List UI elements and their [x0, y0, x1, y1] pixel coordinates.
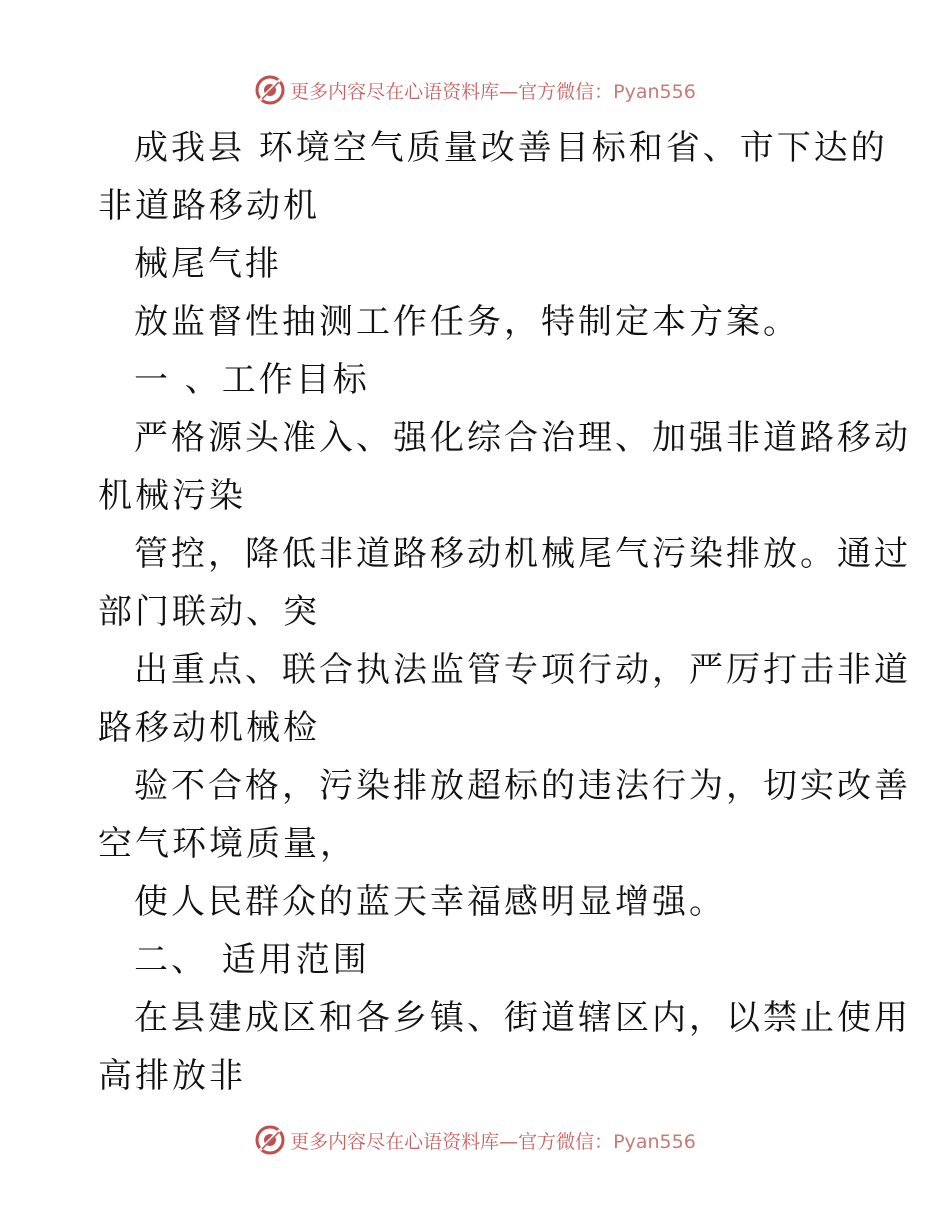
- text-line: 高排放非: [98, 1056, 246, 1096]
- section-heading: 一 、工作目标: [134, 360, 370, 400]
- header-banner-id: Pyan556: [613, 80, 696, 103]
- footer-banner-id: Pyan556: [613, 1130, 696, 1153]
- brand-logo-icon: [254, 1124, 286, 1156]
- text-line: 使人民群众的蓝天幸福感明显增强。: [134, 882, 726, 922]
- text-line: 部门联动、突: [98, 592, 320, 632]
- text-line: 在县建成区和各乡镇、街道辖区内，以禁止使用: [134, 998, 911, 1038]
- section-heading: 二、 适用范围: [134, 940, 370, 980]
- text-line: 械尾气排: [134, 244, 282, 284]
- text-line: 放监督性抽测工作任务，特制定本方案。: [134, 302, 800, 342]
- footer-banner-text: 更多内容尽在心语资料库—官方微信：: [290, 1130, 614, 1153]
- footer-watermark-banner: [0, 1120, 950, 1160]
- text-line: 机械污染: [98, 476, 246, 516]
- text-line: 路移动机械检: [98, 708, 320, 748]
- header-banner-text: 更多内容尽在心语资料库—官方微信：: [290, 80, 614, 103]
- text-line: 成我县 环境空气质量改善目标和省、市下达的: [134, 128, 888, 168]
- text-line: 非道路移动机: [98, 186, 320, 226]
- text-line: 严格源头准入、强化综合治理、加强非道路移动: [134, 418, 911, 458]
- text-line: 管控，降低非道路移动机械尾气污染排放。通过: [134, 534, 911, 574]
- text-line: 空气环境质量，: [98, 824, 357, 864]
- text-line: 出重点、联合执法监管专项行动，严厉打击非道: [134, 650, 911, 690]
- text-line: 验不合格，污染排放超标的违法行为，切实改善: [134, 766, 911, 806]
